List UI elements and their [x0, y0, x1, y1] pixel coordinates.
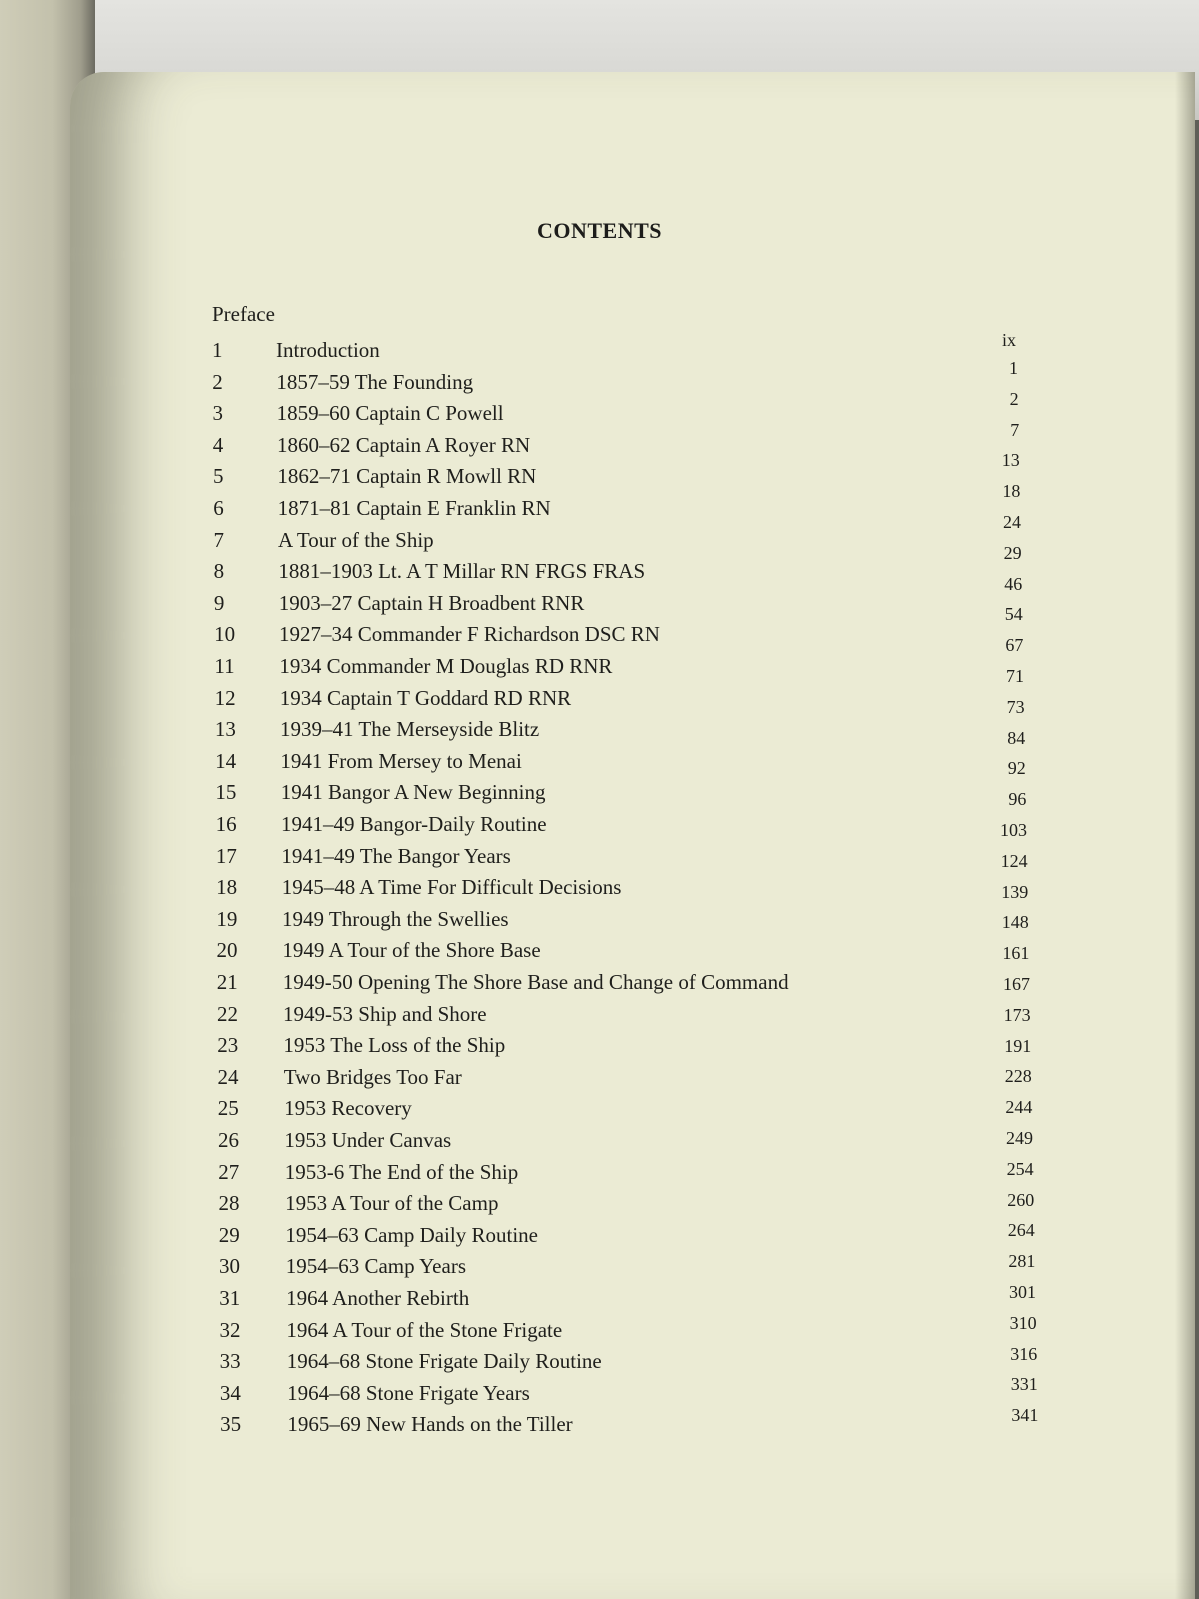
- chapter-title: 1941–49 Bangor-Daily Routine: [281, 812, 547, 836]
- chapter-number: 15: [215, 780, 237, 805]
- page-title: CONTENTS: [536, 218, 663, 243]
- chapter-number: 26: [218, 1128, 239, 1152]
- chapter-page: 13: [1001, 450, 1020, 471]
- chapter-title: 1949 Through the Swellies: [282, 906, 509, 931]
- chapter-title: Two Bridges Too Far: [283, 1064, 462, 1089]
- chapter-number: 2: [212, 369, 223, 394]
- chapter-page: 139: [1001, 881, 1029, 902]
- chapter-page: 124: [1000, 850, 1028, 871]
- chapter-page: 310: [1009, 1312, 1037, 1333]
- chapter-number: 33: [219, 1349, 241, 1374]
- chapter-page: 264: [1007, 1220, 1035, 1241]
- chapter-number: 19: [216, 906, 238, 931]
- chapter-number: 29: [218, 1222, 240, 1247]
- chapter-page: 2: [1009, 388, 1019, 409]
- chapter-title: 1934 Captain T Goddard RD RNR: [279, 685, 572, 710]
- chapter-title: 1949-53 Ship and Shore: [283, 1001, 487, 1026]
- chapter-number: 12: [214, 685, 236, 710]
- chapter-page: 73: [1006, 696, 1025, 717]
- chapter-number: 32: [219, 1317, 241, 1342]
- chapter-title: 1953-6 The End of the Ship: [284, 1159, 519, 1184]
- chapter-title: 1953 Under Canvas: [284, 1128, 452, 1152]
- chapter-page: 7: [1010, 419, 1020, 440]
- chapter-title: A Tour of the Ship: [278, 527, 434, 552]
- chapter-title: 1949-50 Opening The Shore Base and Change of Command: [282, 970, 789, 994]
- chapter-page: 18: [1002, 481, 1021, 502]
- chapter-title: 1964–68 Stone Frigate Daily Routine: [286, 1349, 602, 1374]
- chapter-number: 9: [213, 590, 225, 615]
- chapter-title: 1949 A Tour of the Shore Base: [282, 938, 541, 963]
- chapter-title: 1945–48 A Time For Difficult Decisions: [281, 875, 622, 900]
- chapter-number: 28: [218, 1191, 240, 1216]
- chapter-page: 96: [1008, 789, 1027, 810]
- chapter-page: 67: [1005, 635, 1024, 656]
- preface-page: ix: [1001, 330, 1016, 350]
- chapter-title: 1964–68 Stone Frigate Years: [287, 1380, 530, 1405]
- chapter-title: 1941–49 The Bangor Years: [281, 843, 511, 868]
- chapter-page: 46: [1004, 573, 1023, 594]
- chapter-title: 1964 Another Rebirth: [286, 1286, 470, 1310]
- chapter-page: 54: [1004, 604, 1023, 625]
- chapter-page: 71: [1006, 666, 1024, 686]
- chapter-number: 27: [218, 1159, 240, 1184]
- chapter-title: 1859–60 Captain C Powell: [276, 401, 504, 426]
- chapter-title: 1941 Bangor A New Beginning: [280, 780, 546, 805]
- page-edge-shadow: [1175, 72, 1195, 1599]
- chapter-page: 161: [1002, 943, 1030, 964]
- chapter-page: 260: [1007, 1189, 1035, 1210]
- chapter-number: 10: [214, 622, 236, 647]
- chapter-title: 1903–27 Captain H Broadbent RNR: [278, 590, 585, 615]
- chapter-page: 167: [1003, 974, 1030, 994]
- chapter-title: 1954–63 Camp Years: [285, 1254, 466, 1279]
- chapter-page: 316: [1010, 1343, 1038, 1364]
- chapter-title: 1927–34 Commander F Richardson DSC RN: [279, 622, 660, 647]
- chapter-page: 84: [1007, 727, 1026, 748]
- chapter-number: 18: [216, 875, 238, 900]
- chapter-number: 22: [217, 1001, 239, 1026]
- chapter-number: 11: [214, 654, 235, 678]
- chapter-number: 4: [212, 432, 224, 457]
- chapter-page: 228: [1004, 1066, 1032, 1087]
- chapter-page: 331: [1010, 1374, 1038, 1395]
- chapter-title: 1939–41 The Merseyside Blitz: [280, 717, 540, 742]
- chapter-page: 341: [1011, 1405, 1039, 1426]
- chapter-title: Introduction: [276, 338, 380, 362]
- chapter-number: 25: [217, 1096, 239, 1121]
- chapter-number: 23: [217, 1033, 239, 1058]
- chapter-number: 3: [212, 401, 223, 426]
- chapter-title: 1953 Recovery: [284, 1096, 412, 1121]
- chapter-title: 1862–71 Captain R Mowll RN: [277, 464, 537, 489]
- chapter-number: 30: [218, 1254, 240, 1279]
- chapter-number: 8: [213, 559, 225, 584]
- chapter-number: 13: [214, 717, 236, 742]
- chapter-title: 1860–62 Captain A Royer RN: [277, 432, 531, 457]
- chapter-page: 173: [1003, 1004, 1031, 1025]
- chapter-title: 1881–1903 Lt. A T Millar RN FRGS FRAS: [278, 559, 646, 584]
- chapter-title: 1934 Commander M Douglas RD RNR: [279, 654, 613, 678]
- preface-label: Preface: [212, 302, 275, 326]
- chapter-number: 7: [213, 527, 224, 552]
- chapter-number: 5: [212, 464, 224, 489]
- chapter-number: 21: [216, 970, 238, 994]
- chapter-title: 1857–59 The Founding: [276, 369, 474, 394]
- chapter-page: 92: [1007, 758, 1026, 779]
- chapter-title: 1953 A Tour of the Camp: [285, 1191, 499, 1216]
- chapter-title: 1871–81 Captain E Franklin RN: [277, 496, 551, 520]
- chapter-page: 254: [1006, 1158, 1034, 1179]
- chapter-page: 29: [1003, 542, 1022, 563]
- chapter-number: 20: [216, 938, 238, 963]
- chapter-number: 17: [215, 843, 237, 868]
- chapter-page: 249: [1006, 1128, 1033, 1148]
- chapter-page: 24: [1003, 512, 1021, 532]
- chapter-number: 34: [219, 1380, 241, 1405]
- chapter-page: 148: [1001, 912, 1029, 933]
- chapter-number: 6: [213, 496, 224, 520]
- chapter-page: 281: [1008, 1251, 1036, 1272]
- chapter-page: 244: [1005, 1097, 1033, 1118]
- chapter-title: 1941 From Mersey to Menai: [280, 748, 522, 773]
- chapter-title: 1954–63 Camp Daily Routine: [285, 1222, 538, 1247]
- chapter-page: 301: [1009, 1282, 1036, 1302]
- chapter-number: 31: [219, 1286, 241, 1310]
- chapter-title: 1965–69 New Hands on the Tiller: [287, 1412, 573, 1437]
- chapter-page: 1: [1009, 358, 1018, 378]
- chapter-number: 24: [217, 1064, 239, 1089]
- chapter-title: 1964 A Tour of the Stone Frigate: [286, 1317, 563, 1342]
- chapter-number: 16: [215, 812, 237, 836]
- chapter-title: 1953 The Loss of the Ship: [283, 1033, 506, 1058]
- chapter-number: 14: [215, 748, 237, 773]
- chapter-page: 103: [1000, 820, 1027, 840]
- chapter-number: 1: [212, 338, 223, 362]
- chapter-page: 191: [1004, 1035, 1032, 1056]
- chapter-number: 35: [220, 1412, 242, 1437]
